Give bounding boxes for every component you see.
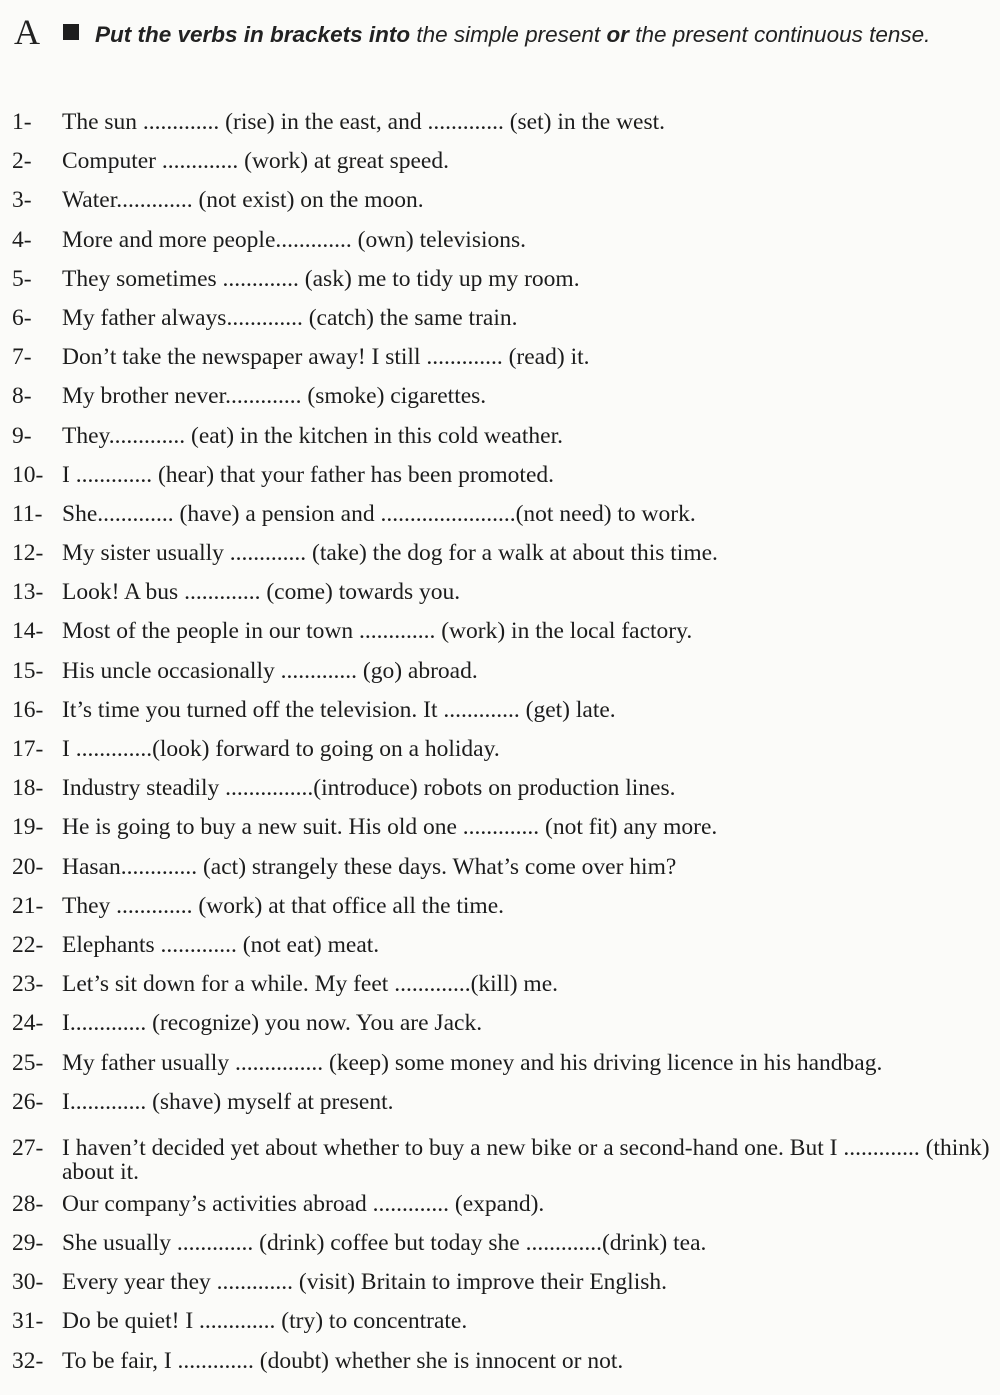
item-sentence: My father always............. (catch) the same train. (62, 304, 518, 331)
item-number: 17- (12, 736, 44, 762)
item-number: 32- (12, 1347, 44, 1374)
exercise-item (12, 260, 992, 299)
exercise-item (12, 612, 992, 651)
item-number: 23- (12, 971, 44, 998)
item-sentence: My sister usually ............. (take) the dog for a walk at about this time. (62, 540, 718, 567)
exercise-item (12, 965, 992, 1004)
item-sentence: Do be quiet! I ............. (try) to concentrate. (62, 1308, 468, 1335)
exercise-list (12, 103, 992, 1381)
exercise-item (12, 1224, 992, 1263)
instruction-plain-1: the simple present (410, 22, 607, 47)
item-sentence: She usually ............. (drink) coffee but today she .............(drink) tea. (62, 1230, 707, 1257)
item-number: 10- (12, 461, 44, 488)
item-sentence: They ............. (work) at that office all the time. (62, 892, 505, 919)
exercise-item (12, 808, 992, 847)
item-number: 29- (12, 1230, 44, 1257)
exercise-item (12, 495, 992, 534)
item-number: 24- (12, 1010, 44, 1037)
item-number: 2- (12, 148, 32, 175)
item-sentence: They............. (eat) in the kitchen in this cold weather. (62, 422, 563, 449)
item-number: 15- (12, 657, 44, 684)
item-number: 19- (12, 814, 44, 841)
item-number: 25- (12, 1049, 44, 1076)
item-sentence: I............. (shave) myself at present. (62, 1088, 394, 1115)
item-sentence: Look! A bus ............. (come) towards you. (62, 579, 461, 606)
item-number: 16- (12, 696, 44, 723)
exercise-item (12, 652, 992, 691)
exercise-item (12, 926, 992, 965)
item-sentence: Don’t take the newspaper away! I still ............. (read) it. (62, 344, 590, 371)
exercise-item (12, 887, 992, 926)
item-sentence: It’s time you turned off the television. It ............. (get) late. (62, 696, 616, 723)
item-sentence: I .............(look) forward to going on a holiday. (62, 736, 500, 762)
item-sentence: Hasan............. (act) strangely these days. What’s come over him? (62, 853, 677, 880)
item-number: 8- (12, 383, 32, 410)
exercise-item (12, 181, 992, 220)
item-sentence: To be fair, I ............. (doubt) whether she is innocent or not. (62, 1347, 624, 1374)
item-sentence: My brother never............. (smoke) cigarettes. (62, 383, 487, 410)
exercise-item (12, 1004, 992, 1043)
item-number: 30- (12, 1269, 44, 1296)
item-sentence: Industry steadily ...............(introduce) robots on production lines. (62, 775, 676, 802)
item-number: 14- (12, 618, 44, 645)
item-number: 27- (12, 1134, 44, 1161)
exercise-item (12, 1044, 992, 1083)
instruction-text (95, 18, 995, 52)
item-sentence: Let’s sit down for a while. My feet .............(kill) me. (62, 971, 559, 998)
item-sentence: I............. (recognize) you now. You are Jack. (62, 1010, 483, 1037)
item-sentence: Elephants ............. (not eat) meat. (62, 931, 380, 958)
exercise-item (12, 142, 992, 181)
exercise-item (12, 691, 992, 730)
exercise-item (12, 456, 992, 495)
item-sentence: Most of the people in our town ............. (work) in the local factory. (62, 618, 693, 645)
exercise-item (12, 1342, 992, 1381)
exercise-item (12, 417, 992, 456)
item-number: 11- (12, 500, 43, 527)
item-number: 18- (12, 775, 44, 802)
item-sentence: Every year they ............. (visit) Britain to improve their English. (62, 1269, 667, 1296)
instruction-bold-2: or (606, 22, 629, 47)
item-sentence: Computer ............. (work) at great speed. (62, 148, 449, 175)
item-number: 26- (12, 1088, 44, 1115)
item-number: 4- (12, 226, 32, 253)
item-sentence: They sometimes ............. (ask) me to tidy up my room. (62, 265, 580, 292)
item-sentence: I ............. (hear) that your father has been promoted. (62, 461, 555, 488)
exercise-item (12, 573, 992, 612)
instruction-bold-1: Put the verbs in brackets into (95, 22, 411, 47)
black-square-icon (63, 24, 79, 40)
exercise-item (12, 1083, 992, 1122)
exercise-item (12, 730, 992, 769)
item-sentence: His uncle occasionally ............. (go) abroad. (62, 657, 478, 684)
item-sentence: I haven’t decided yet about whether to buy a new bike or a second-hand one. But I ............. (think) about it. (62, 1134, 990, 1185)
exercise-item (12, 1122, 992, 1185)
exercise-item (12, 377, 992, 416)
section-letter: A (14, 12, 40, 52)
exercise-item (12, 848, 992, 887)
item-number: 6- (12, 304, 32, 331)
item-number: 12- (12, 540, 44, 567)
exercise-item (12, 338, 992, 377)
exercise-item (12, 769, 992, 808)
item-sentence: He is going to buy a new suit. His old one ............. (not fit) any more. (62, 814, 718, 841)
item-number: 28- (12, 1190, 44, 1217)
item-number: 21- (12, 892, 44, 919)
item-sentence: Our company’s activities abroad ............. (expand). (62, 1190, 545, 1217)
item-sentence: My father usually ............... (keep) some money and his driving licence in his handbag. (62, 1049, 883, 1076)
item-sentence: More and more people............. (own) televisions. (62, 226, 527, 253)
item-number: 1- (12, 109, 32, 135)
item-number: 31- (12, 1308, 44, 1335)
item-number: 22- (12, 931, 44, 958)
item-number: 20- (12, 853, 44, 880)
exercise-item (12, 221, 992, 260)
exercise-item (12, 534, 992, 573)
exercise-item (12, 299, 992, 338)
exercise-item (12, 1263, 992, 1302)
exercise-item (12, 1185, 992, 1224)
item-number: 3- (12, 187, 32, 214)
instruction-plain-2: the present continuous tense. (628, 22, 931, 47)
item-sentence: The sun ............. (rise) in the east, and ............. (set) in the west. (62, 109, 666, 135)
exercise-item (12, 103, 992, 142)
exercise-item (12, 1302, 992, 1341)
item-sentence: Water............. (not exist) on the moon. (62, 187, 424, 214)
item-number: 13- (12, 579, 44, 606)
item-number: 9- (12, 422, 32, 449)
item-sentence: She............. (have) a pension and .......................(not need) to work. (62, 500, 696, 527)
item-number: 7- (12, 344, 32, 371)
item-number: 5- (12, 265, 32, 292)
